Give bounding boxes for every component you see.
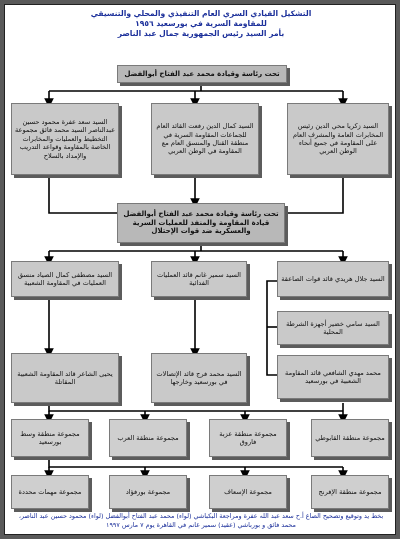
right-box-mahdi: محمد مهدي الشافعي قائد المقاومة الشعبية في بورسعيد [277, 355, 389, 399]
header-line-2: للمقاومة السرية في بورسعيد ١٩٥٦ [135, 19, 267, 28]
member-box-zakaria: السيد زكريا محي الدين رئيس المخابرات العامة والمشرف العام على المقاومة في جميع أنحاء الوطن العربي [287, 103, 389, 175]
left-box-mostafa: السيد مصطفى كمال الصياد منسق العمليات في المقاومة الشعبية [11, 261, 119, 297]
group-qaboti: مجموعة منطقة القابوطي [311, 419, 389, 457]
right-box-galal: السيد جلال هريدي قائد قوات الصاعقة [277, 261, 389, 297]
middle-box-samir: السيد سمير غانم قائد العمليات الفدائية [151, 261, 247, 297]
group-special-missions: مجموعة مهمات محددة [11, 475, 89, 509]
group-ezbet-farouk: مجموعة منطقة عزبة فاروق [209, 419, 287, 457]
member-box-saad: السيد سعد عفرة محمود حسين عبدالناصر السيد محمد فائق مجموعة التخطيط والعمليات والمخابرات الخاصة بالمقاومة وقواعد التدريب والإمداد بالسلاح [11, 103, 119, 175]
member-box-kamal: السيد كمال الدين رفعت القائد العام للجماعات المقاومة السرية في منطقة القنال والمنسق العام مع المقاومة في الوطن العربي [151, 103, 259, 175]
right-box-sami: السيد سامي خضير أجهزة الشرطة المحلية [277, 311, 389, 345]
middle-box-farag: السيد محمد فرج قائد الإتصالات في بورسعيد وخارجها [151, 353, 247, 403]
org-chart-page [4, 4, 396, 535]
group-afrang: مجموعة منطقة الإفرنج [311, 475, 389, 509]
group-west: مجموعة منطقة وسط بورسعيد [11, 419, 89, 457]
footer-note: بخط يد وتوقيع وتصحيح الصاغ أ.ح سعد عبد الله عفرة ومراجعة البكباشي (لواء) محمد عبد الفتاح أبوالفضل (لواء) محمود حسين عبد الناصر، محمد فائق و بورباشي (عقيد) سمير غانم في القاهرة يوم ٧ مارس ١٩٩٧ [18, 512, 384, 529]
group-portfouad: مجموعة بورفؤاد [109, 475, 187, 509]
header-line-3: بأمر السيد رئيس الجمهورية جمال عبد الناصر [117, 29, 285, 38]
group-ambulance: مجموعة الإسعاف [209, 475, 287, 509]
left-box-yehia: يحيى الشاعر قائد المقاومة الشعبية المقاتلة [11, 353, 119, 403]
top-command-box: تحت رئاسة وقيادة محمد عبد الفتاح أبوالفضل [117, 65, 287, 83]
header-line-1: التشكيل القيادي السري العام التنفيذي والمحلي والتنسيقي [90, 9, 312, 18]
group-arab: مجموعة منطقة العرب [109, 419, 187, 457]
second-command-box: تحت رئاسة وقيادة محمد عبد الفتاح أبوالفضل قيادة المقاومة والمنفذ للعمليات السرية والعسكرية ضد قوات الإحتلال [117, 203, 285, 243]
